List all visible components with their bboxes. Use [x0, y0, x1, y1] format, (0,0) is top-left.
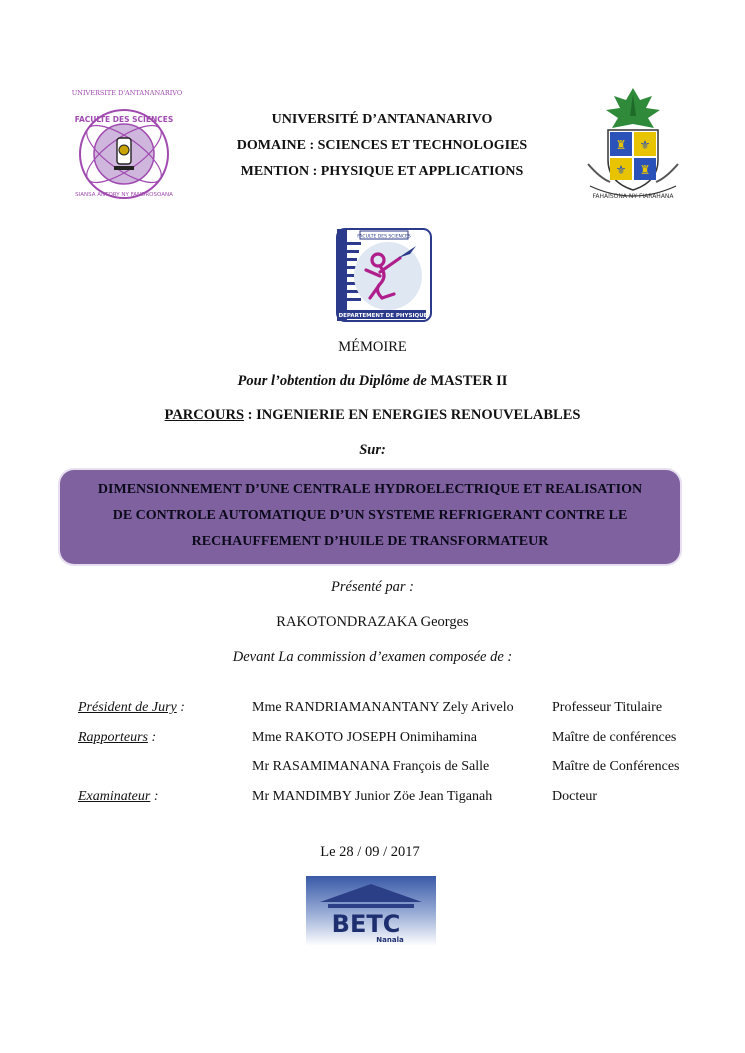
jury-role: Examinateur : [78, 789, 159, 804]
jury-member-name: Mr MANDIMBY Junior Zöe Jean Tiganah [252, 789, 493, 804]
jury-member-title: Maître de Conférences [552, 759, 680, 774]
seal-bottom-text: SIANSA ANTORY NY FANDROSOANA [75, 192, 173, 198]
degree-name: MASTER II [430, 373, 508, 389]
jury-member-title: Maître de conférences [552, 730, 677, 745]
faculty-seal-logo [72, 86, 182, 214]
obtention-italic: Pour l’obtention du Diplôme de [237, 373, 427, 389]
defense-date: Le 28 / 09 / 2017 [320, 844, 420, 860]
commission-line: Devant La commission d’examen composée de : [232, 649, 513, 665]
memoire-label: MÉMOIRE [338, 339, 407, 355]
crest-motto-text: FAHAISONA NY FIARAHANA [592, 193, 674, 200]
jury-member-name: Mr RASAMIMANANA François de Salle [252, 759, 490, 774]
university-crest-logo [580, 86, 686, 204]
university-name: UNIVERSITÉ D’ANTANANARIVO [271, 112, 493, 127]
thesis-title-line-2: DE CONTROLE AUTOMATIQUE D’UN SYSTEME REFRIGERANT CONTRE LE [112, 508, 628, 523]
obtention-line [0, 373, 745, 390]
jury-role: Rapporteurs : [78, 730, 157, 745]
svg-text:♜: ♜ [615, 138, 627, 152]
svg-text:⚜: ⚜ [615, 163, 627, 177]
jury-member-name: Mme RAKOTO JOSEPH Onimihamina [252, 730, 477, 745]
sur-label: Sur: [359, 442, 386, 458]
svg-text:♜: ♜ [639, 163, 651, 177]
thesis-title-line-3: RECHAUFFEMENT D’HUILE DE TRANSFORMATEUR [191, 534, 549, 549]
thesis-title-line-1: DIMENSIONNEMENT D’UNE CENTRALE HYDROELECTRIQUE ET REALISATION [97, 482, 643, 497]
domain-line: DOMAINE : SCIENCES ET TECHNOLOGIES [236, 138, 528, 153]
physics-department-logo [336, 228, 432, 322]
jury-member-title: Professeur Titulaire [552, 700, 663, 715]
author-name: RAKOTONDRAZAKA Georges [276, 614, 469, 630]
jury-member-title: Docteur [552, 789, 598, 804]
seal-top-text: UNIVERSITE D'ANTANANARIVO [72, 89, 182, 97]
betc-text: BETC [331, 910, 401, 938]
seal-ring-text: FACULTE DES SCIENCES [74, 115, 174, 124]
parcours-label: PARCOURS [164, 407, 245, 423]
dept-top-text: FACULTE DES SCIENCES [357, 234, 411, 240]
betc-sub-text: Nanala [376, 936, 404, 944]
jury-role: Président de Jury : [78, 700, 185, 715]
svg-text:⚜: ⚜ [639, 138, 651, 152]
presented-by-label: Présenté par : [331, 579, 414, 595]
mention-line: MENTION : PHYSIQUE ET APPLICATIONS [240, 164, 524, 179]
betc-logo [306, 876, 436, 946]
parcours-line [0, 407, 745, 424]
parcours-value: : INGENIERIE EN ENERGIES RENOUVELABLES [244, 407, 581, 423]
dept-bottom-text: DEPARTEMENT DE PHYSIQUE [338, 313, 428, 319]
thesis-title-box [60, 470, 680, 564]
jury-member-name: Mme RANDRIAMANANTANY Zely Arivelo [252, 700, 514, 715]
